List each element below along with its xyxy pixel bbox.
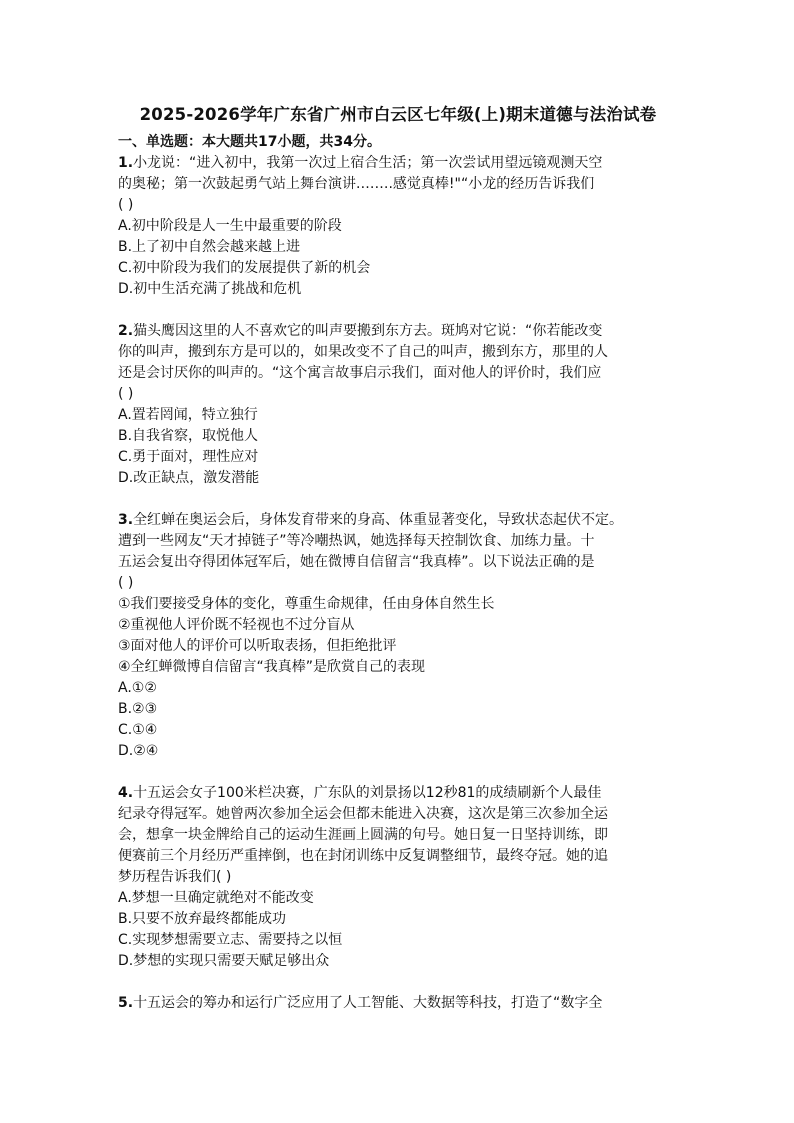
question-stem-line bbox=[118, 363, 678, 384]
question-stem-line bbox=[118, 552, 678, 573]
question-stem-line bbox=[118, 783, 678, 804]
statement-item: ③面对他人的评价可以听取表扬，但拒绝批评 bbox=[118, 638, 397, 654]
question-stem-line bbox=[118, 804, 678, 825]
question-stem-text: ( ) bbox=[118, 386, 134, 402]
question-list bbox=[118, 153, 678, 1014]
question-number: 2. bbox=[118, 323, 134, 339]
question-stem-line bbox=[118, 153, 678, 174]
question-stem-text: 还是会讨厌你的叫声的。“这个寓言故事启示我们，面对他人的评价时，我们应 bbox=[118, 365, 602, 381]
statement-item: ②重视他人评价既不轻视也不过分盲从 bbox=[118, 617, 355, 633]
question-stem-text: 梦历程告诉我们( ) bbox=[118, 869, 232, 885]
question-stem-text: 全红蝉在奥运会后，身体发育带来的身高、体重显著变化，导致状态起伏不定。 bbox=[133, 512, 624, 528]
question-3 bbox=[118, 510, 678, 762]
question-stem-line bbox=[118, 846, 678, 867]
question-number: 1. bbox=[118, 155, 134, 171]
question-5 bbox=[118, 993, 678, 1014]
question-stem-text: 的奥秘；第一次鼓起勇气站上舞台演讲.…….感觉真棒!"“小龙的经历告诉我们 bbox=[118, 176, 595, 192]
question-stem-line bbox=[118, 573, 678, 594]
statement-item: ①我们要接受身体的变化，尊重生命规律，任由身体自然生长 bbox=[118, 596, 495, 612]
answer-option: C.勇于面对，理性应对 bbox=[118, 449, 259, 465]
answer-option: A.置若罔闻，特立独行 bbox=[118, 407, 258, 423]
answer-option: B.自我省察，取悦他人 bbox=[118, 428, 259, 444]
answer-option: D.改正缺点，激发潜能 bbox=[118, 470, 260, 486]
answer-option: B.上了初中自然会越来越上进 bbox=[118, 239, 301, 255]
answer-option: A.①② bbox=[118, 680, 157, 696]
question-stem-text: 猫头鹰因这里的人不喜欢它的叫声要搬到东方去。斑鸠对它说：“你若能改变 bbox=[133, 323, 603, 339]
answer-option: A.梦想一旦确定就绝对不能改变 bbox=[118, 890, 314, 906]
question-stem-line bbox=[118, 321, 678, 342]
question-stem-line bbox=[118, 531, 678, 552]
question-stem-text: ( ) bbox=[118, 197, 134, 213]
question-stem-text: 会，想拿一块金牌给自己的运动生涯画上圆满的句号。她日复一日坚持训练，即 bbox=[118, 827, 608, 843]
question-stem-line bbox=[118, 174, 678, 195]
section-heading: 一、单选题：本大题共17小题，共34分。 bbox=[118, 134, 381, 150]
answer-option: B.只要不放弃最终都能成功 bbox=[118, 911, 287, 927]
question-2 bbox=[118, 321, 678, 489]
question-4 bbox=[118, 783, 678, 972]
answer-option: C.实现梦想需要立志、需要持之以恒 bbox=[118, 932, 343, 948]
answer-option: C.①④ bbox=[118, 722, 158, 738]
question-stem-text: 十五运会女子100米栏决赛，广东队的刘景扬以12秒81的成绩刷新个人最佳 bbox=[133, 785, 602, 801]
answer-option: B.②③ bbox=[118, 701, 158, 717]
question-stem-line bbox=[118, 195, 678, 216]
question-1 bbox=[118, 153, 678, 300]
question-stem-text: 纪录夺得冠军。她曾两次参加全运会但都未能进入决赛，这次是第三次参加全运 bbox=[118, 806, 608, 822]
question-number: 4. bbox=[118, 785, 134, 801]
question-stem-line bbox=[118, 510, 678, 531]
question-stem-text: 小龙说：“进入初中，我第一次过上宿合生活；第一次尝试用望远镜观测天空 bbox=[133, 155, 603, 171]
answer-option: A.初中阶段是人一生中最重要的阶段 bbox=[118, 218, 342, 234]
answer-option: D.②④ bbox=[118, 743, 159, 759]
question-stem-text: 便赛前三个月经历严重摔倒，也在封闭训练中反复调整细节，最终夺冠。她的追 bbox=[118, 848, 608, 864]
page-title: 2025-2026学年广东省广州市白云区七年级(上)期末道德与法治试卷 bbox=[139, 105, 657, 124]
question-stem-text: ( ) bbox=[118, 575, 134, 591]
answer-option: D.梦想的实现只需要天赋足够出众 bbox=[118, 953, 330, 969]
document-page bbox=[118, 104, 678, 1014]
question-stem-text: 你的叫声，搬到东方是可以的，如果改变不了自己的叫声，搬到东方，那里的人 bbox=[118, 344, 608, 360]
question-number: 5. bbox=[118, 995, 134, 1011]
question-stem-text: 十五运会的筹办和运行广泛应用了人工智能、大数据等科技，打造了“数字全 bbox=[133, 995, 603, 1011]
answer-option: C.初中阶段为我们的发展提供了新的机会 bbox=[118, 260, 371, 276]
question-stem-line bbox=[118, 993, 678, 1014]
question-stem-text: 五运会复出夺得团体冠军后，她在微博自信留言“我真棒”。以下说法正确的是 bbox=[118, 554, 595, 570]
question-stem-line bbox=[118, 384, 678, 405]
question-number: 3. bbox=[118, 512, 134, 528]
question-stem-line bbox=[118, 867, 678, 888]
answer-option: D.初中生活充满了挑战和危机 bbox=[118, 281, 302, 297]
statement-item: ④全红蝉微博自信留言“我真棒”是欣赏自己的表现 bbox=[118, 659, 426, 675]
question-stem-line bbox=[118, 825, 678, 846]
question-stem-line bbox=[118, 342, 678, 363]
question-stem-text: 遭到一些网友“天才掉链子”等冷嘲热讽，她选择每天控制饮食、加练力量。十 bbox=[118, 533, 595, 549]
